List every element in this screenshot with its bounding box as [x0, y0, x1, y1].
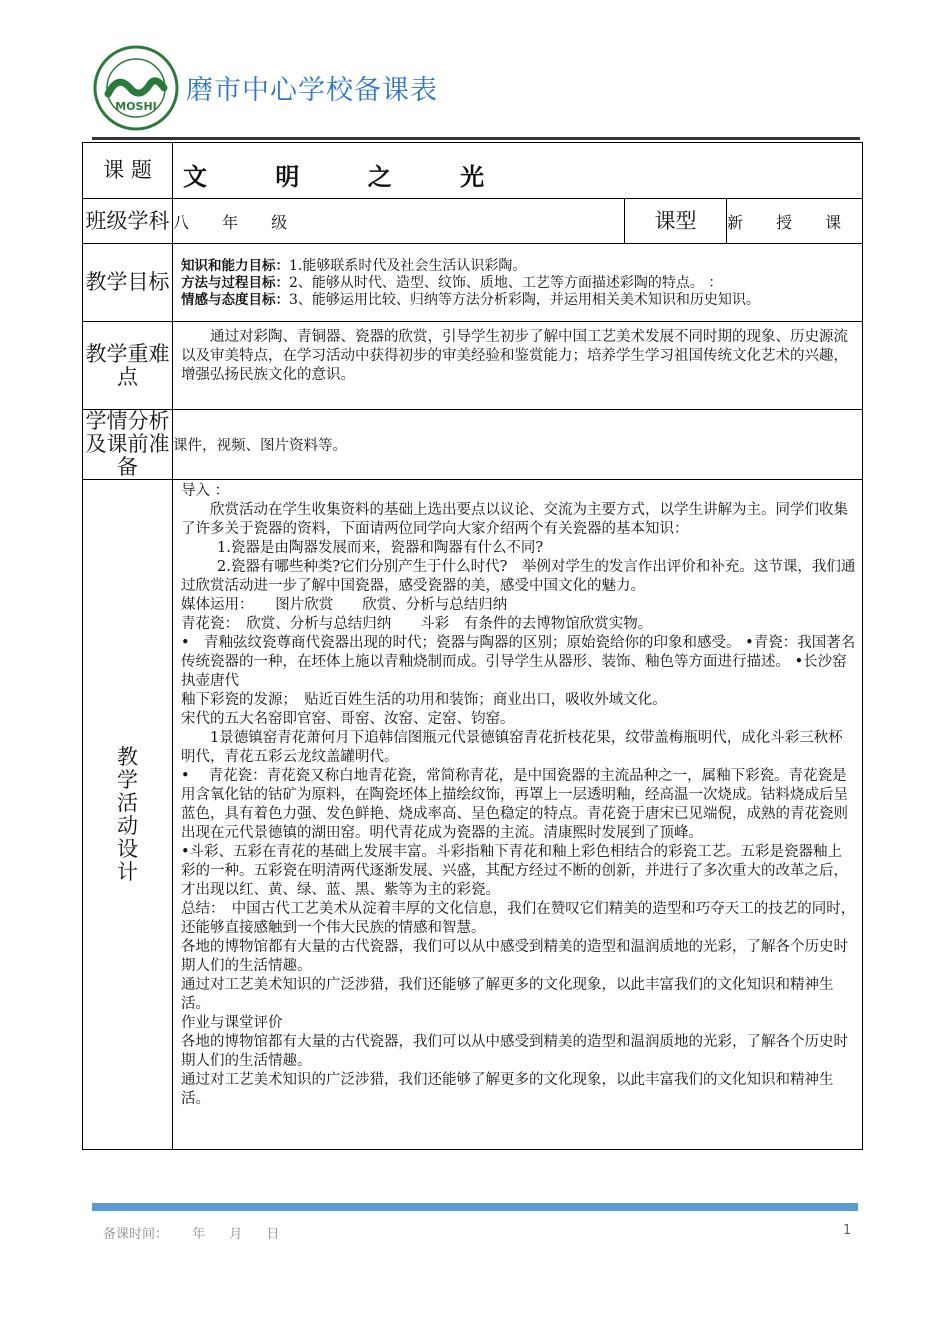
goal-text: 2、能够从时代、造型、纹饰、质地、工艺等方面描述彩陶的特点。 ：	[289, 275, 723, 291]
school-name: 磨市中心学校备课表	[186, 75, 438, 106]
difficulty-text: 通过对彩陶、青铜器、瓷器的欣赏，引导学生初步了解中国工艺美术发展不同时期的现象、历史源流以及审美特点，在学习活动中获得初步的审美经验和鉴赏能力；培养学生学习祖国传统文化艺术的兴趣，增强弘扬民族文化的意识。	[181, 329, 848, 383]
activity-paragraph: 釉下彩瓷的发源； 贴近百姓生活的功用和装饰；商业出口，吸收外域文化。	[181, 692, 667, 708]
type-label: 课型	[625, 199, 727, 244]
activity-paragraph: 总结： 中国古代工艺美术从淀着丰厚的文化信息，我们在赞叹它们精美的造型和巧夺天工的技艺的同时，还能够直接感触到一个伟大民族的情感和智慧。	[181, 901, 856, 936]
activity-paragraph: 导入 ：	[181, 483, 230, 499]
prep-time: 备课时间： 年 月 日	[103, 1227, 280, 1242]
school-logo	[92, 44, 180, 132]
activity-paragraph: 1.瓷器是由陶器发展而来，瓷器和陶器有什么不同?	[217, 540, 544, 556]
goal-line	[181, 292, 858, 309]
activity-label: 教学活动设计	[117, 744, 138, 884]
type-value: 新 授 课	[727, 199, 863, 244]
activity-paragraph: • 青釉弦纹瓷尊商代瓷器出现的时代；瓷器与陶器的区别；原始瓷给你的印象和感受。 •青瓷：我国著名传统瓷器的一种，在坯体上施以青釉烧制而成。引导学生从器形、装饰、釉色等方面进行描述。 •长沙窑执壶唐代	[181, 635, 856, 689]
activity-content	[173, 480, 862, 1115]
goal-text: 1.能够联系时代及社会生活认识彩陶。	[289, 258, 527, 274]
lesson-plan-table	[82, 142, 863, 1150]
class-value: 八 年 级	[173, 199, 625, 244]
activity-paragraph: 青花瓷： 欣赏、分析与总结归纳 斗彩 有条件的去博物馆欣赏实物。	[181, 616, 653, 632]
prep-label: 学情分析及课前准备	[83, 410, 173, 480]
goal-label: 方法与过程目标：	[181, 275, 289, 291]
difficulty-label: 教学重难点	[83, 322, 173, 410]
goal-line	[181, 275, 858, 292]
activity-paragraph: •斗彩、五彩在青花的基础上发展丰富。斗彩指釉下青花和釉上彩色相结合的彩瓷工艺。五彩是瓷器釉上彩的一种。五彩瓷在明清两代逐渐发展、兴盛，其配方经过不断的创新，并进行了多次重大的改革之后，才出现以红、黄、绿、蓝、黑、紫等为主的彩瓷。	[181, 844, 848, 898]
footer-bar	[92, 1203, 858, 1211]
activity-paragraph: 1景德镇窑青花萧何月下追韩信图瓶元代景德镇窑青花折枝花果，纹带盖梅瓶明代，成化斗彩三秋杯明代，青花五彩云龙纹盖罐明代。	[181, 730, 843, 765]
topic-label: 课 题	[83, 143, 173, 199]
goals-list	[173, 244, 862, 309]
activity-paragraph: 媒体运用： 图片欣赏 欣赏、分析与总结归纳	[181, 597, 508, 613]
topic-cell	[173, 143, 863, 199]
page-number: 1	[843, 1223, 852, 1238]
activity-paragraph: • 青花瓷：青花瓷又称白地青花瓷，常简称青花，是中国瓷器的主流品种之一，属釉下彩瓷。青花瓷是用含氧化钴的钴矿为原料，在陶瓷坯体上描绘纹饰，再罩上一层透明釉，经高温一次烧成。钴料烧成后呈蓝色，具有着色力强、发色鲜艳、烧成率高、呈色稳定的特点。青花瓷于唐宋已见端倪，成熟的青花瓷则出现在元代景德镇的湖田窑。明代青花成为瓷器的主流。清康熙时发展到了顶峰。	[181, 768, 848, 841]
goals-label: 教学目标	[83, 244, 173, 322]
page-header	[92, 40, 862, 140]
class-label: 班级学科	[83, 199, 173, 244]
activity-paragraph: 2.瓷器有哪些种类?它们分别产生于什么时代? 举例对学生的发言作出评价和补充。这节课，我们通过欣赏活动进一步了解中国瓷器，感受瓷器的美，感受中国文化的魅力。	[181, 559, 856, 594]
activity-paragraph: 作业与课堂评价	[181, 1015, 283, 1031]
activity-paragraph: 通过对工艺美术知识的广泛涉猎，我们还能够了解更多的文化现象，以此丰富我们的文化知识和精神生活。	[181, 1072, 834, 1107]
goal-label: 情感与态度目标：	[181, 292, 289, 308]
activity-paragraph: 各地的博物馆都有大量的古代瓷器，我们可以从中感受到精美的造型和温润质地的光彩，了解各个历史时期人们的生活情趣。	[181, 1034, 848, 1069]
logo-text: MOSHI	[115, 100, 157, 113]
topic-value: 文 明 之 光	[183, 163, 515, 191]
activity-paragraph: 各地的博物馆都有大量的古代瓷器，我们可以从中感受到精美的造型和温润质地的光彩，了解各个历史时期人们的生活情趣。	[181, 939, 848, 974]
activity-label-cell	[83, 480, 173, 1150]
goal-text: 3、能够运用比较、归纳等方法分析彩陶，并运用相关美术知识和历史知识。	[289, 292, 760, 308]
activity-paragraph: 通过对工艺美术知识的广泛涉猎，我们还能够了解更多的文化现象，以此丰富我们的文化知识和精神生活。	[181, 977, 834, 1012]
goal-label: 知识和能力目标：	[181, 258, 289, 274]
activity-cell	[173, 480, 863, 1150]
difficulty-cell	[173, 322, 863, 410]
activity-paragraph: 宋代的五大名窑即官窑、哥窑、汝窑、定窑、钧窑。	[181, 711, 515, 727]
activity-paragraph: 欣赏活动在学生收集资料的基础上选出要点以议论、交流为主要方式，以学生讲解为主。同学们收集了许多关于瓷器的资料，下面请两位同学向大家介绍两个有关瓷器的基本知识：	[181, 502, 848, 537]
header-divider	[92, 137, 860, 140]
goal-line	[181, 258, 858, 275]
prep-text: 课件，视频、图片资料等。	[173, 410, 863, 480]
goals-cell	[173, 244, 863, 322]
